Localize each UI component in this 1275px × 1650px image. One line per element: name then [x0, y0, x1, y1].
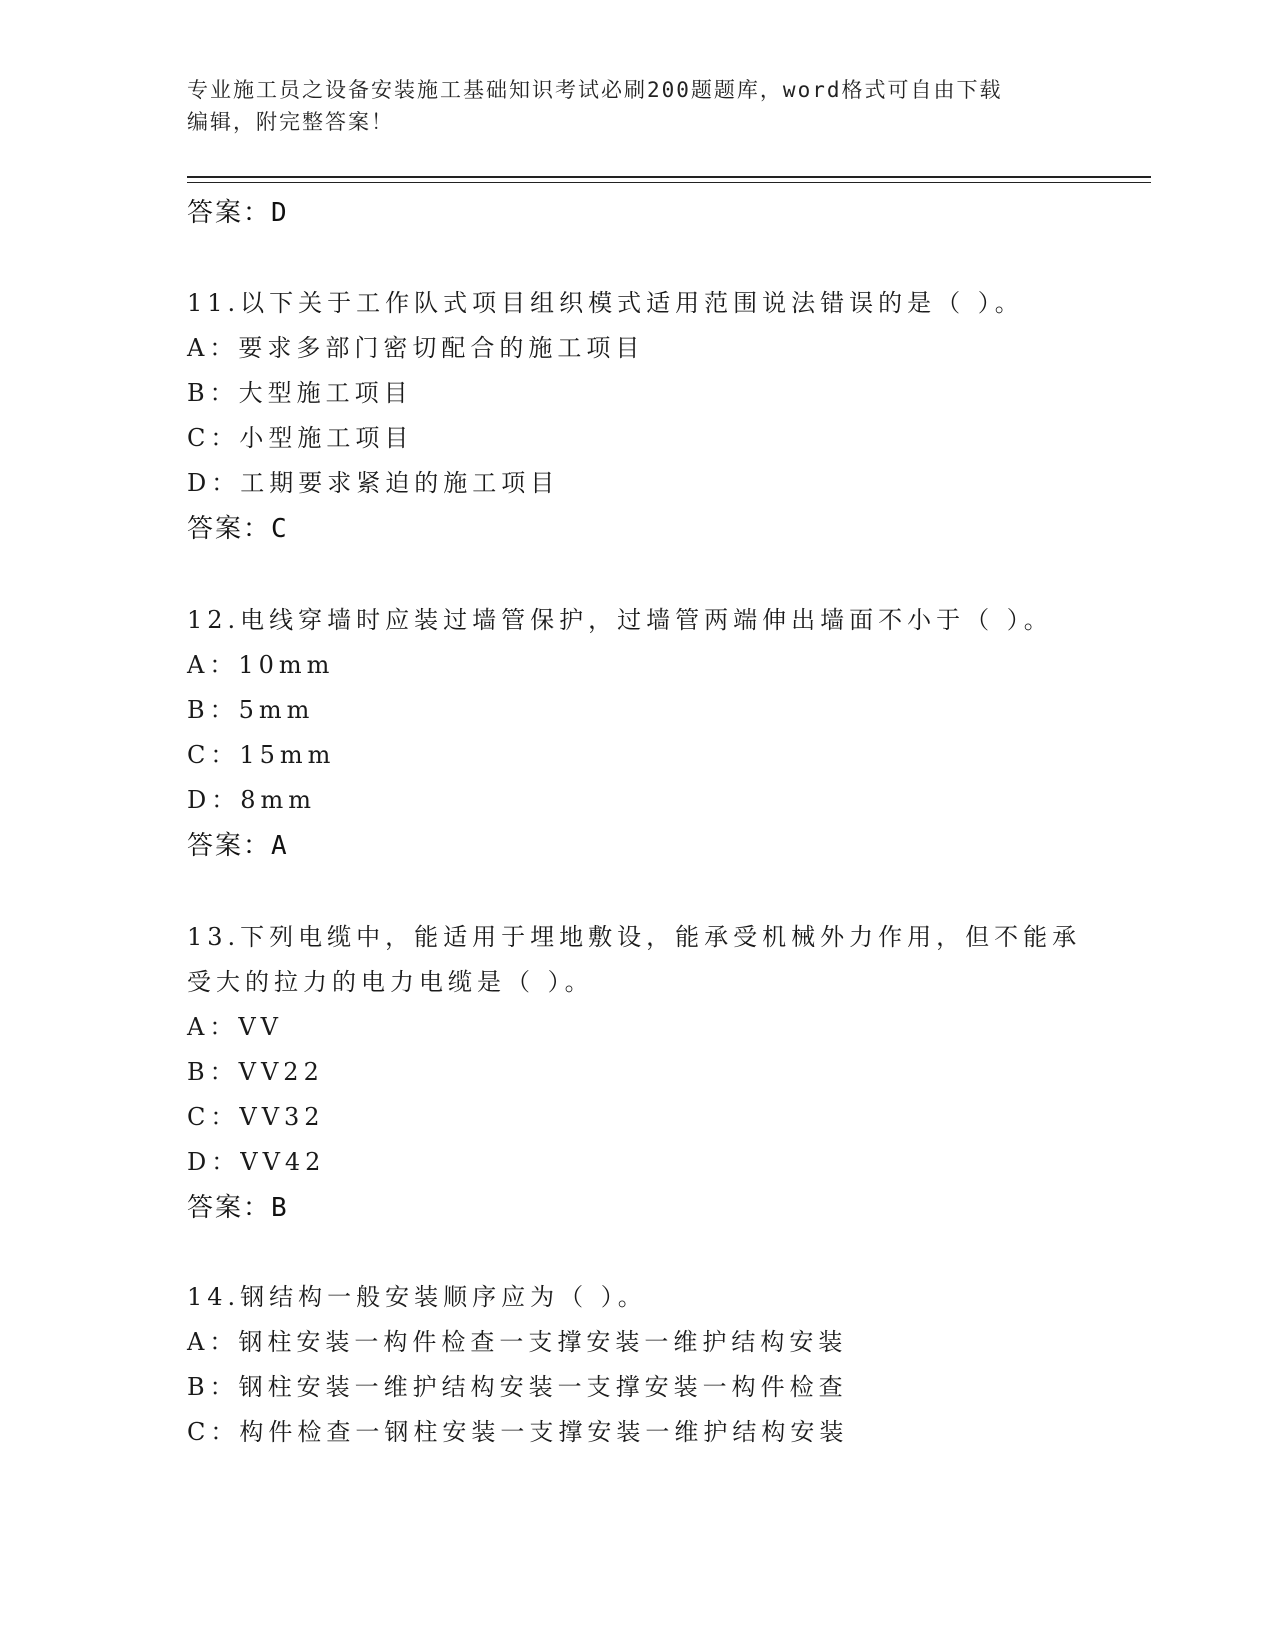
- question-12-answer: 答案：A: [187, 831, 289, 861]
- question-13-option-a: A：VV: [187, 1013, 283, 1041]
- question-13-option-b: B：VV22: [187, 1058, 324, 1086]
- question-11-option-c: C：小型施工项目: [187, 424, 414, 452]
- answer-line: 答案：D: [187, 198, 289, 228]
- question-11-option-d: D：工期要求紧迫的施工项目: [187, 469, 560, 497]
- question-13-option-d: D：VV42: [187, 1148, 326, 1176]
- question-12-option-a: A：10mm: [187, 651, 335, 679]
- header-line-1: 专业施工员之设备安装施工基础知识考试必刷200题题库，word格式可自由下载: [187, 78, 1003, 102]
- question-13-option-c: C：VV32: [187, 1103, 325, 1131]
- question-12-option-d: D：8mm: [187, 786, 317, 814]
- question-14-option-b: B：钢柱安装一维护结构安装一支撑安装一构件检查: [187, 1373, 848, 1401]
- question-11-answer: 答案：C: [187, 514, 289, 544]
- header-divider-thin: [187, 182, 1151, 183]
- question-12-stem: 12.电线穿墙时应装过墙管保护，过墙管两端伸出墙面不小于（ ）。: [187, 606, 1053, 634]
- question-12-option-c: C：15mm: [187, 741, 336, 769]
- question-13-stem-line-2: 受大的拉力的电力电缆是（ ）。: [187, 968, 594, 996]
- question-12-option-b: B：5mm: [187, 696, 315, 724]
- header-divider-thick: [187, 176, 1151, 178]
- question-13-answer: 答案：B: [187, 1193, 289, 1223]
- question-14-stem: 14.钢结构一般安装顺序应为（ ）。: [187, 1283, 647, 1311]
- question-14-option-c: C：构件检查一钢柱安装一支撑安装一维护结构安装: [187, 1418, 849, 1446]
- question-11-stem: 11.以下关于工作队式项目组织模式适用范围说法错误的是（ ）。: [187, 289, 1024, 317]
- question-11-option-a: A：要求多部门密切配合的施工项目: [187, 334, 645, 362]
- question-14-option-a: A：钢柱安装一构件检查一支撑安装一维护结构安装: [187, 1328, 848, 1356]
- question-11-option-b: B：大型施工项目: [187, 379, 413, 407]
- header-line-2: 编辑，附完整答案！: [187, 110, 394, 134]
- question-13-stem-line-1: 13.下列电缆中，能适用于埋地敷设，能承受机械外力作用，但不能承: [187, 923, 1082, 951]
- document-header: [187, 74, 1077, 138]
